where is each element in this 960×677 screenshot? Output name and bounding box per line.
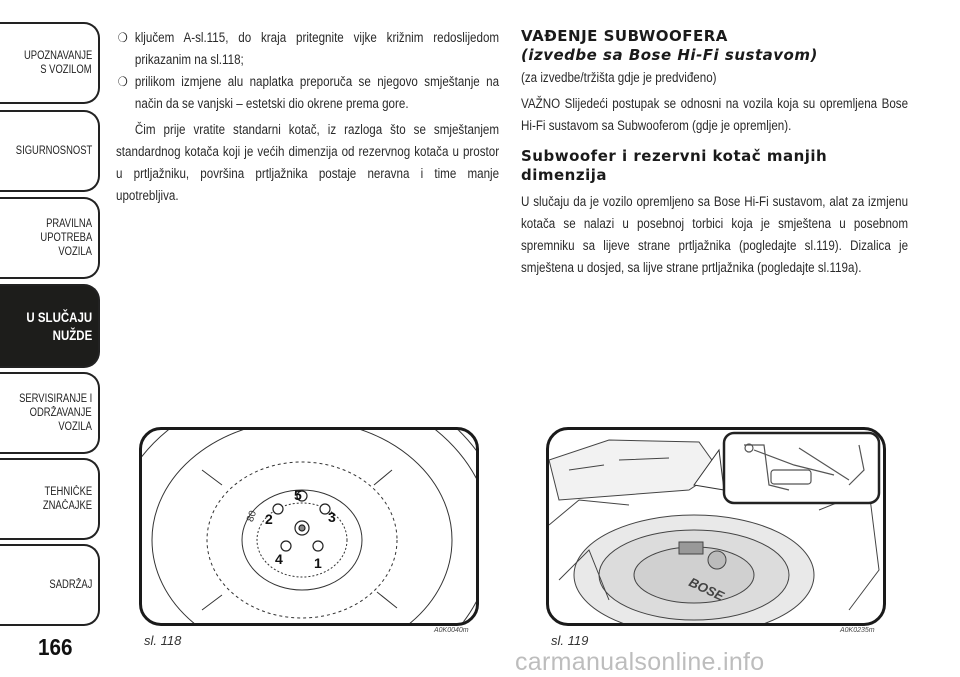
tab-sadrzaj[interactable]: [0, 544, 100, 626]
figure-caption: sl. 118: [144, 633, 182, 648]
right-text-column: [521, 27, 909, 279]
figure-118-wheel: [139, 427, 479, 626]
figure-119-trunk: [546, 427, 886, 626]
bolt-number: 5: [294, 487, 302, 503]
tab-label-line: ZNAČAJKE: [42, 500, 92, 512]
subsection-heading-line: Subwoofer i rezervni kotač manjih: [521, 147, 828, 165]
bullet-icon: ❍: [117, 30, 128, 45]
figure-code: A0K0235m: [840, 627, 875, 634]
subsection-heading: [521, 147, 909, 185]
bose-logo-text: BOSE: [686, 574, 727, 604]
wheel-illustration: [142, 430, 476, 623]
bolt-number: 2: [265, 511, 273, 527]
bolt-number: 1: [314, 555, 322, 571]
tab-label-line: NUŽDE: [52, 327, 92, 343]
important-note: VAŽNO Slijedeći postupak se odnosni na vozila koja su opremljena Bose Hi-Fi sustavom sa Subwooferom (gdje je opremljen).: [521, 96, 909, 133]
bullet-item: [116, 27, 499, 71]
tab-label-line: SERVISIRANJE I: [18, 393, 92, 405]
tab-label-line: VOZILA: [58, 246, 92, 258]
bullet-text: prilikom izmjene alu naplatka preporuča se njegovo smještanje na način da se vanjski – estetski dio okrene prema gore.: [134, 74, 500, 111]
body-paragraph: Čim prije vratite standarni kotač, iz razloga što se smještanjem standardnog kotača koji je većih dimenzija od rezervnog kotača u prostor u prtljažniku, površina prtljažnika postaje neravna i time manje upotrebljiva.: [116, 122, 500, 203]
page-number: 166: [38, 634, 73, 660]
tab-label-line: UPOZNAVANJE: [23, 50, 92, 62]
tab-label-line: SIGURNOSNOST: [15, 145, 92, 157]
tab-label-line: TEHNIČKE: [44, 486, 92, 498]
bolt-number: 3: [328, 509, 336, 525]
bullet-text: ključem A-sl.115, do kraja pritegnite vijke križnim redoslijedom prikazanim na sl.118;: [134, 30, 500, 67]
tab-label-line: S VOZILOM: [40, 64, 92, 76]
figure-caption: sl. 119: [551, 633, 589, 648]
tab-label-line: SADRŽAJ: [49, 579, 92, 591]
subsection-heading-line: dimenzija: [521, 166, 607, 184]
tab-tehnicke-znacajke[interactable]: [0, 458, 100, 540]
tab-upoznavanje[interactable]: [0, 22, 100, 104]
section-heading-line: VAĐENJE SUBWOOFERA: [521, 27, 728, 45]
tab-label-line: VOZILA: [58, 421, 92, 433]
rim-marking: 80: [244, 509, 260, 524]
tab-label-line: U SLUČAJU: [26, 309, 92, 325]
section-heading: [521, 27, 909, 65]
body-paragraph: U slučaju da je vozilo opremljeno sa Bose Hi-Fi sustavom, alat za izmjenu kotača se nalazi u posebnoj torbici koja je smještena u posebnom spremniku sa lijeve strane prtljažnika (pogledajte sl.119). Dizalica je smještena u dosjed, sa lijve strane prtljažnika (pogledajte sl.119a).: [521, 194, 909, 275]
bolt-number: 4: [275, 551, 283, 567]
bullet-icon: ❍: [117, 74, 128, 89]
figure-code: A0K0040m: [434, 627, 469, 634]
tab-label-line: PRAVILNA: [46, 218, 92, 230]
tab-label-line: ODRŽAVANJE: [30, 407, 92, 419]
tab-u-slucaju-nuzde[interactable]: [0, 284, 100, 368]
tab-sigurnosnost[interactable]: [0, 110, 100, 192]
tab-label-line: UPOTREBA: [40, 232, 92, 244]
section-heading-line: (izvedbe sa Bose Hi-Fi sustavom): [521, 46, 818, 64]
bullet-item: [116, 71, 499, 115]
left-text-column: [116, 27, 500, 207]
watermark: carmanualsonline.info: [515, 648, 765, 676]
availability-note: (za izvedbe/tržišta gdje je predviđeno): [521, 70, 717, 85]
tab-servisiranje[interactable]: [0, 372, 100, 454]
trunk-illustration: [549, 430, 883, 623]
tab-pravilna-upotreba[interactable]: [0, 197, 100, 279]
